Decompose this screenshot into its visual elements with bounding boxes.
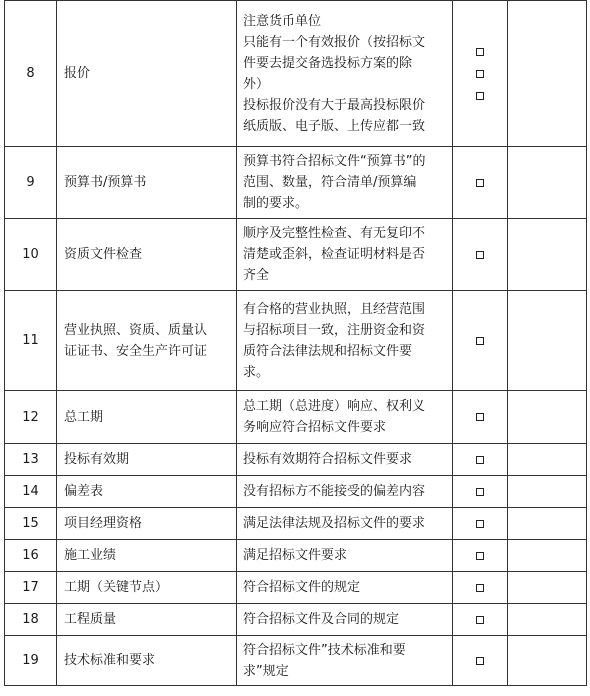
check-cell <box>453 604 508 636</box>
item-name-cell <box>57 604 237 636</box>
check-cell <box>453 508 508 540</box>
checkbox-icon[interactable] <box>476 70 484 78</box>
checkbox-icon[interactable] <box>476 520 484 528</box>
table-row <box>5 291 587 391</box>
check-cell <box>453 476 508 508</box>
review-table-body <box>5 1 587 686</box>
item-name: 技术标准和要求 <box>64 653 156 668</box>
requirement-cell <box>237 219 453 291</box>
requirement-cell <box>237 604 453 636</box>
checkbox-group <box>453 545 507 567</box>
checkbox-icon[interactable] <box>476 456 484 464</box>
item-name-cell <box>57 147 237 219</box>
requirement-text: 求。 <box>243 364 270 380</box>
requirement-text: 满足招标文件要求 <box>243 548 348 563</box>
table-row <box>5 147 587 219</box>
row-number: 11 <box>5 291 57 391</box>
requirement-cell <box>237 540 453 572</box>
remark-cell <box>508 572 587 604</box>
item-name: 工期（关键节点） <box>64 580 169 595</box>
checkbox-icon[interactable] <box>476 337 484 345</box>
review-table <box>4 0 587 686</box>
requirement-cell <box>237 147 453 219</box>
requirement-text: 符合招标文件”技术标准和要 <box>243 642 406 658</box>
checkbox-group <box>453 481 507 503</box>
remark-cell <box>508 444 587 476</box>
checkbox-group <box>453 609 507 631</box>
row-number: 14 <box>5 476 57 508</box>
item-name-cell <box>57 572 237 604</box>
checkbox-group <box>453 513 507 535</box>
row-number: 9 <box>5 147 57 219</box>
item-name-cell <box>57 391 237 444</box>
item-name: 预算书/预算书 <box>64 175 147 190</box>
checkbox-icon[interactable] <box>476 616 484 624</box>
item-name: 总工期 <box>64 409 104 425</box>
check-cell <box>453 291 508 391</box>
requirement-text: 投标有效期符合招标文件要求 <box>243 452 413 467</box>
remark-cell <box>508 540 587 572</box>
row-number: 19 <box>5 636 57 686</box>
item-name: 偏差表 <box>64 484 104 499</box>
requirement-text: 满足法律法规及招标文件的要求 <box>243 516 426 531</box>
item-name-cell <box>57 219 237 291</box>
requirement-text: 务响应符合招标文件要求 <box>243 420 387 435</box>
checkbox-group <box>453 330 507 352</box>
row-number: 10 <box>5 219 57 291</box>
requirement-cell <box>237 1 453 147</box>
requirement-text: 总工期（总进度）响应、权利义 <box>243 399 426 414</box>
requirement-cell <box>237 391 453 444</box>
check-cell <box>453 540 508 572</box>
remark-cell <box>508 604 587 636</box>
requirement-cell <box>237 572 453 604</box>
requirement-text: 符合招标文件的规定 <box>243 580 361 595</box>
remark-cell <box>508 508 587 540</box>
item-name-cell <box>57 1 237 147</box>
row-number: 13 <box>5 444 57 476</box>
requirement-text: 齐全 <box>243 268 270 283</box>
table-row <box>5 219 587 291</box>
row-number: 17 <box>5 572 57 604</box>
check-cell <box>453 391 508 444</box>
requirement-text: 没有招标方不能接受的偏差内容 <box>243 484 426 499</box>
checkbox-icon[interactable] <box>476 92 484 100</box>
check-cell <box>453 572 508 604</box>
remark-cell <box>508 1 587 147</box>
item-name-cell <box>57 291 237 391</box>
checkbox-icon[interactable] <box>476 584 484 592</box>
table-row <box>5 1 587 147</box>
requirement-text: 清楚或歪斜，检查证明材料是否 <box>243 247 426 262</box>
remark-cell <box>508 391 587 444</box>
checkbox-icon[interactable] <box>476 413 484 421</box>
checkbox-group <box>453 172 507 194</box>
requirement-cell <box>237 508 453 540</box>
row-number: 18 <box>5 604 57 636</box>
row-number: 8 <box>5 1 57 147</box>
checkbox-icon[interactable] <box>476 179 484 187</box>
item-name: 工程质量 <box>64 612 117 627</box>
requirement-text: 顺序及完整性检查、有无复印不 <box>243 226 426 241</box>
table-row <box>5 508 587 540</box>
item-name: 报价 <box>64 66 91 81</box>
item-name-cell <box>57 476 237 508</box>
item-name-cell <box>57 636 237 686</box>
table-row <box>5 572 587 604</box>
checkbox-icon[interactable] <box>476 488 484 496</box>
check-cell <box>453 147 508 219</box>
table-row <box>5 444 587 476</box>
checkbox-icon[interactable] <box>476 552 484 560</box>
requirement-cell <box>237 291 453 391</box>
remark-cell <box>508 636 587 686</box>
requirement-text: 质符合法律法规和招标文件要 <box>243 343 413 359</box>
requirement-text: 有合格的营业执照，且经营范围 <box>243 301 426 317</box>
checkbox-group <box>453 577 507 599</box>
row-number: 15 <box>5 508 57 540</box>
requirement-text: 与招标项目一致，注册资金和资 <box>243 322 426 338</box>
requirement-text: 符合招标文件及合同的规定 <box>243 612 400 627</box>
check-cell <box>453 636 508 686</box>
checkbox-group <box>453 41 507 107</box>
check-cell <box>453 219 508 291</box>
remark-cell <box>508 291 587 391</box>
remark-cell <box>508 219 587 291</box>
table-row <box>5 604 587 636</box>
check-cell <box>453 1 508 147</box>
item-name: 投标有效期 <box>64 452 130 467</box>
checkbox-icon[interactable] <box>476 657 484 665</box>
checkbox-group <box>453 406 507 428</box>
remark-cell <box>508 476 587 508</box>
item-name-cell <box>57 540 237 572</box>
requirement-text: 外） <box>243 76 270 92</box>
row-number: 12 <box>5 391 57 444</box>
requirement-text: 只能有一个有效报价（按招标文 <box>243 34 426 50</box>
checkbox-icon[interactable] <box>476 48 484 56</box>
item-name-cell <box>57 444 237 476</box>
item-name-cell <box>57 508 237 540</box>
item-name: 资质文件检查 <box>64 247 143 262</box>
requirement-text: 注意货币单位 <box>243 13 322 29</box>
item-name: 项目经理资格 <box>64 516 143 531</box>
checkbox-group <box>453 449 507 471</box>
requirement-cell <box>237 636 453 686</box>
table-row <box>5 636 587 686</box>
requirement-text: 求”规定 <box>243 663 289 679</box>
requirement-cell <box>237 476 453 508</box>
requirement-cell <box>237 444 453 476</box>
requirement-text: 纸质版、电子版、上传应都一致 <box>243 118 426 134</box>
check-cell <box>453 444 508 476</box>
checkbox-group <box>453 244 507 266</box>
item-name: 证证书、安全生产许可证 <box>64 343 208 359</box>
table-row <box>5 476 587 508</box>
table-row <box>5 391 587 444</box>
requirement-text: 范围、数量，符合清单/预算编 <box>243 175 417 190</box>
row-number: 16 <box>5 540 57 572</box>
remark-cell <box>508 147 587 219</box>
checkbox-group <box>453 650 507 672</box>
checkbox-icon[interactable] <box>476 251 484 259</box>
requirement-text: 投标报价没有大于最高投标限价 <box>243 97 426 113</box>
item-name: 施工业绩 <box>64 548 117 563</box>
requirement-text: 制的要求。 <box>243 196 309 211</box>
table-row <box>5 540 587 572</box>
requirement-text: 件要去提交备选投标方案的除 <box>243 55 413 71</box>
requirement-text: 预算书符合招标文件“预算书”的 <box>243 154 426 169</box>
item-name: 营业执照、资质、质量认 <box>64 322 208 338</box>
